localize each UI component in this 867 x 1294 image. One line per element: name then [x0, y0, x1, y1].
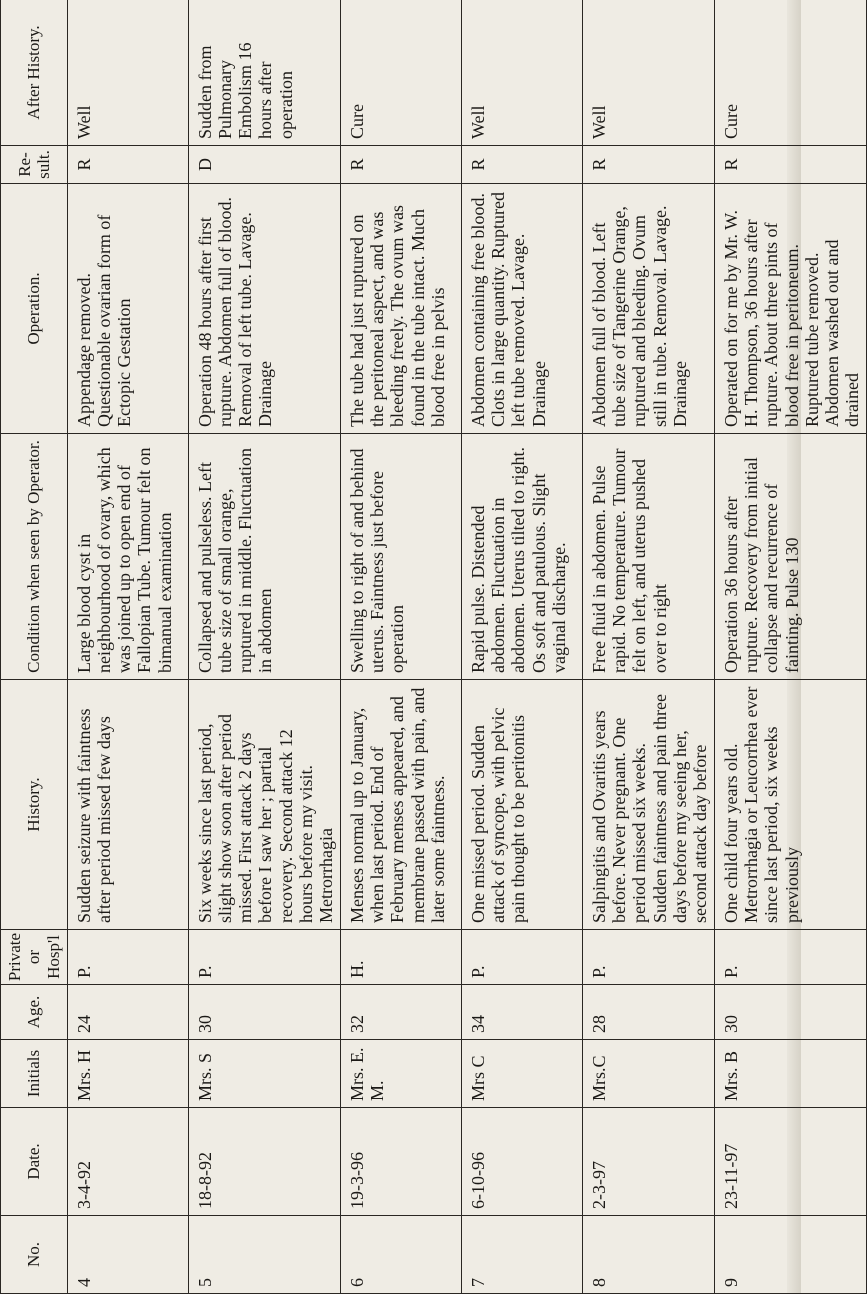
operation-text: Abdomen containing free blood. Clots in large quantity. Ruptured left tube removed. Lavage. Drainage	[462, 184, 583, 434]
table-row	[583, 0, 715, 1294]
table-row	[341, 0, 462, 1294]
table-row	[715, 0, 867, 1294]
case-number: 4	[68, 1216, 189, 1294]
case-number: 8	[583, 1216, 715, 1294]
patient-age: 34	[462, 985, 583, 1040]
operation-text: Appendage removed. Questionable ovarian form of Ectopic Gestation	[68, 184, 189, 434]
private-or-hospital: P.	[583, 930, 715, 985]
after-history-text: Cure	[341, 0, 462, 146]
case-number: 5	[189, 1216, 341, 1294]
case-date: 2-3-97	[583, 1108, 715, 1216]
patient-age: 32	[341, 985, 462, 1040]
case-number: 7	[462, 1216, 583, 1294]
header-history: History.	[1, 680, 68, 930]
after-history-text: Sudden from Pulmonary Embolism 16 hours after operation	[189, 0, 341, 146]
patient-initials: Mrs.C	[583, 1040, 715, 1108]
case-date: 6-10-96	[462, 1108, 583, 1216]
header-condition: Condition when seen by Operator.	[1, 434, 68, 680]
patient-initials: Mrs. H	[68, 1040, 189, 1108]
private-or-hospital: P.	[68, 930, 189, 985]
patient-age: 28	[583, 985, 715, 1040]
header-date: Date.	[1, 1108, 68, 1216]
patient-age: 30	[715, 985, 867, 1040]
header-operation: Operation.	[1, 184, 68, 434]
case-date: 23-11-97	[715, 1108, 867, 1216]
patient-initials: Mrs. S	[189, 1040, 341, 1108]
result-code: R	[715, 146, 867, 184]
patient-initials: Mrs. B	[715, 1040, 867, 1108]
result-code: R	[341, 146, 462, 184]
header-no: No.	[1, 1216, 68, 1294]
table-row	[189, 0, 341, 1294]
table-row	[462, 0, 583, 1294]
operation-text: Abdomen full of blood. Left tube size of Tangerine Orange, ruptured and bleeding. Ovum still in tube. Removal. Lavage. Drainage	[583, 184, 715, 434]
history-text: One child four years old. Metrorrhagia or Leucorrhea ever since last period, six weeks previously	[715, 680, 867, 930]
case-date: 19-3-96	[341, 1108, 462, 1216]
patient-initials: Mrs C	[462, 1040, 583, 1108]
result-code: R	[462, 146, 583, 184]
private-or-hospital: H.	[341, 930, 462, 985]
header-private-hospital: Private or Hosp'l	[1, 930, 68, 985]
condition-text: Rapid pulse. Distended abdomen. Fluctuation in abdomen. Uterus tilted to right. Os soft and patulous. Slight vaginal discharge.	[462, 434, 583, 680]
operation-text: Operated on for me by Mr. W. H. Thompson, 36 hours after rupture. About three pints of blood free in peritoneum. Ruptured tube removed. Abdomen washed out and drained	[715, 184, 867, 434]
result-code: R	[583, 146, 715, 184]
case-date: 3-4-92	[68, 1108, 189, 1216]
header-row	[1, 0, 68, 1294]
case-number: 9	[715, 1216, 867, 1294]
condition-text: Swelling to right of and behind uterus. Faintness just before operation	[341, 434, 462, 680]
history-text: Salpingitis and Ovaritis years before. Never pregnant. One period missed six weeks. Sudden faintness and pain three days before my seeing her, second attack day before	[583, 680, 715, 930]
patient-age: 30	[189, 985, 341, 1040]
condition-text: Operation 36 hours after rupture. Recovery from initial collapse and recurrence of fainting. Pulse 130	[715, 434, 867, 680]
case-date: 18-8-92	[189, 1108, 341, 1216]
header-after-history: After History.	[1, 0, 68, 146]
case-number: 6	[341, 1216, 462, 1294]
patient-initials: Mrs. E. M.	[341, 1040, 462, 1108]
table-row	[68, 0, 189, 1294]
condition-text: Collapsed and pulseless. Left tube size of small orange, ruptured in middle. Fluctuation in abdomen	[189, 434, 341, 680]
result-code: D	[189, 146, 341, 184]
after-history-text: Cure	[715, 0, 867, 146]
history-text: Sudden seizure with faintness after period missed few days	[68, 680, 189, 930]
header-initials: Initials	[1, 1040, 68, 1108]
patient-age: 24	[68, 985, 189, 1040]
condition-text: Free fluid in abdomen. Pulse rapid. No temperature. Tumour felt on left, and uterus pushed over to right	[583, 434, 715, 680]
operation-text: Operation 48 hours after first rupture. Abdomen full of blood. Removal of left tube. Lavage. Drainage	[189, 184, 341, 434]
condition-text: Large blood cyst in neighbourhood of ovary, which was joined up to open end of Fallopian Tube. Tumour felt on bimanual examination	[68, 434, 189, 680]
private-or-hospital: P.	[189, 930, 341, 985]
header-age: Age.	[1, 985, 68, 1040]
result-code: R	[68, 146, 189, 184]
header-result: Re-sult.	[1, 146, 68, 184]
history-text: Six weeks since last period, slight show soon after period missed. First attack 2 days before I saw her ; partial recovery. Second attack 12 hours before my visit. Metrorrhagia	[189, 680, 341, 930]
private-or-hospital: P.	[462, 930, 583, 985]
history-text: One missed period. Sudden attack of syncope, with pelvic pain thought to be peritonitis	[462, 680, 583, 930]
operation-text: The tube had just ruptured on the peritoneal aspect, and was bleeding freely. The ovum was found in the tube intact. Much blood free in pelvis	[341, 184, 462, 434]
after-history-text: Well	[462, 0, 583, 146]
private-or-hospital: P.	[715, 930, 867, 985]
history-text: Menses normal up to January, when last period. End of February menses appeared, and membrane passed with pain, and later some faintness.	[341, 680, 462, 930]
after-history-text: Well	[68, 0, 189, 146]
after-history-text: Well	[583, 0, 715, 146]
